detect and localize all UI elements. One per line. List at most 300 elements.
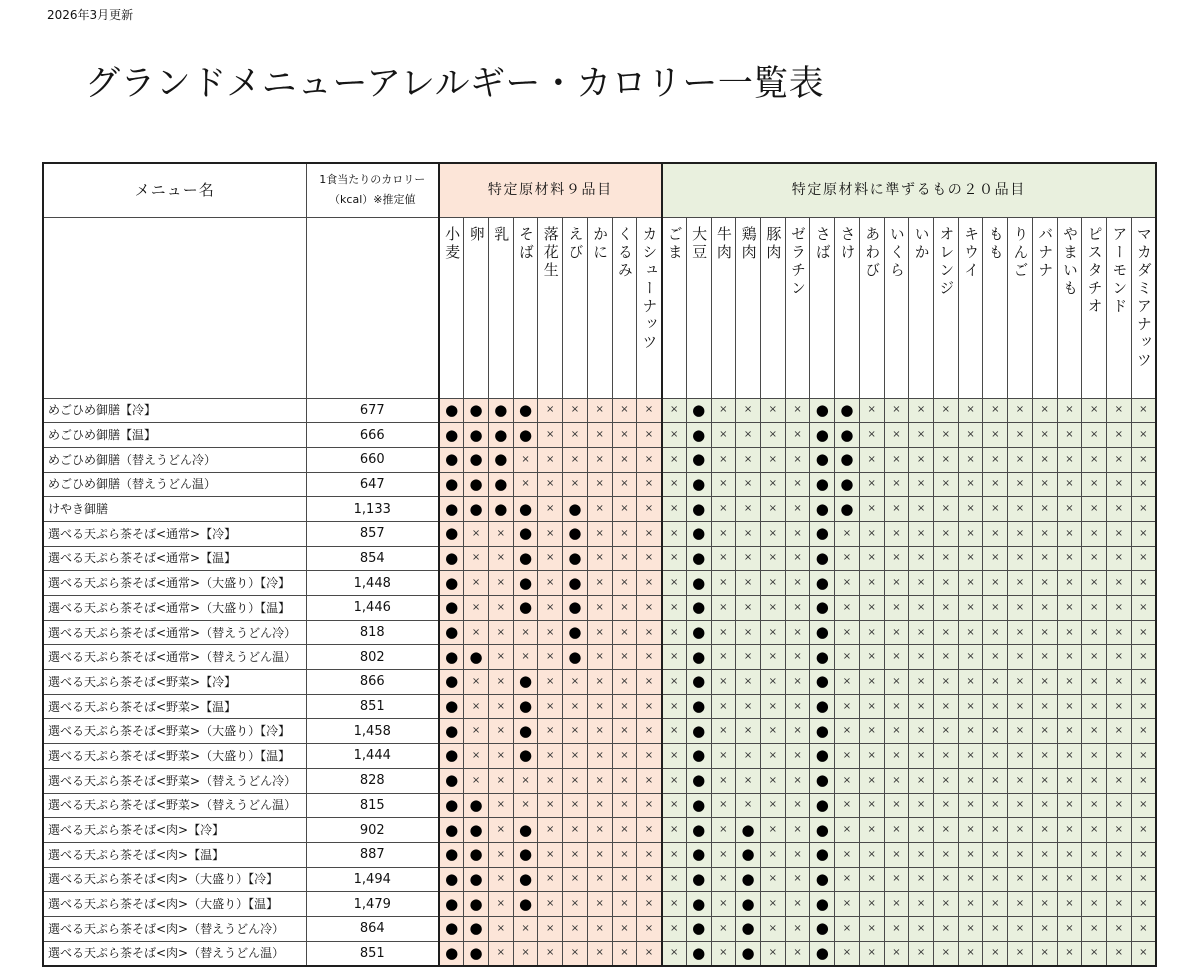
allergen-name-label: キウイ xyxy=(962,225,981,280)
no-allergen-mark: × xyxy=(711,546,736,571)
no-allergen-mark: × xyxy=(1131,620,1156,645)
no-allergen-mark: × xyxy=(1131,497,1156,522)
no-allergen-mark: × xyxy=(785,620,810,645)
contains-allergen-mark: ● xyxy=(810,719,835,744)
no-allergen-mark: × xyxy=(835,571,860,596)
contains-allergen-mark: ● xyxy=(686,719,711,744)
no-allergen-mark: × xyxy=(587,941,612,966)
no-allergen-mark: × xyxy=(587,447,612,472)
no-allergen-mark: × xyxy=(909,620,934,645)
table-row xyxy=(43,670,1156,695)
no-allergen-mark: × xyxy=(563,744,588,769)
no-allergen-mark: × xyxy=(760,941,785,966)
no-allergen-mark: × xyxy=(859,842,884,867)
no-allergen-mark: × xyxy=(958,694,983,719)
no-allergen-mark: × xyxy=(909,447,934,472)
allergen-column-header xyxy=(1131,217,1156,398)
no-allergen-mark: × xyxy=(983,867,1008,892)
no-allergen-mark: × xyxy=(1032,916,1057,941)
no-allergen-mark: × xyxy=(983,521,1008,546)
no-allergen-mark: × xyxy=(538,744,563,769)
no-allergen-mark: × xyxy=(1082,842,1107,867)
no-allergen-mark: × xyxy=(587,744,612,769)
no-allergen-mark: × xyxy=(1131,867,1156,892)
contains-allergen-mark: ● xyxy=(563,571,588,596)
no-allergen-mark: × xyxy=(637,818,662,843)
menu-name-cell: 選べる天ぷら茶そば<肉>（替えうどん冷） xyxy=(43,916,306,941)
no-allergen-mark: × xyxy=(983,447,1008,472)
no-allergen-mark: × xyxy=(612,941,637,966)
allergen-name-label: ピスタチオ xyxy=(1085,225,1104,316)
contains-allergen-mark: ● xyxy=(736,941,761,966)
no-allergen-mark: × xyxy=(538,793,563,818)
no-allergen-mark: × xyxy=(538,892,563,917)
no-allergen-mark: × xyxy=(958,497,983,522)
no-allergen-mark: × xyxy=(1082,645,1107,670)
no-allergen-mark: × xyxy=(612,916,637,941)
no-allergen-mark: × xyxy=(760,620,785,645)
no-allergen-mark: × xyxy=(563,398,588,423)
no-allergen-mark: × xyxy=(785,941,810,966)
no-allergen-mark: × xyxy=(1008,744,1033,769)
contains-allergen-mark: ● xyxy=(810,423,835,448)
no-allergen-mark: × xyxy=(983,571,1008,596)
no-allergen-mark: × xyxy=(1032,867,1057,892)
no-allergen-mark: × xyxy=(612,892,637,917)
allergen-name-label: あわび xyxy=(863,225,882,280)
no-allergen-mark: × xyxy=(1131,694,1156,719)
no-allergen-mark: × xyxy=(1008,546,1033,571)
no-allergen-mark: × xyxy=(513,941,538,966)
no-allergen-mark: × xyxy=(1107,744,1132,769)
contains-allergen-mark: ● xyxy=(513,719,538,744)
no-allergen-mark: × xyxy=(859,620,884,645)
no-allergen-mark: × xyxy=(1008,596,1033,621)
no-allergen-mark: × xyxy=(983,620,1008,645)
no-allergen-mark: × xyxy=(1107,497,1132,522)
no-allergen-mark: × xyxy=(637,620,662,645)
contains-allergen-mark: ● xyxy=(686,497,711,522)
menu-name-cell: 選べる天ぷら茶そば<肉>（替えうどん温） xyxy=(43,941,306,966)
contains-allergen-mark: ● xyxy=(464,472,489,497)
no-allergen-mark: × xyxy=(1082,941,1107,966)
contains-allergen-mark: ● xyxy=(810,497,835,522)
no-allergen-mark: × xyxy=(1008,941,1033,966)
no-allergen-mark: × xyxy=(884,398,909,423)
contains-allergen-mark: ● xyxy=(513,818,538,843)
no-allergen-mark: × xyxy=(538,571,563,596)
no-allergen-mark: × xyxy=(1107,768,1132,793)
no-allergen-mark: × xyxy=(760,521,785,546)
no-allergen-mark: × xyxy=(612,447,637,472)
no-allergen-mark: × xyxy=(760,645,785,670)
contains-allergen-mark: ● xyxy=(439,694,464,719)
no-allergen-mark: × xyxy=(1032,670,1057,695)
no-allergen-mark: × xyxy=(760,916,785,941)
no-allergen-mark: × xyxy=(958,892,983,917)
table-row xyxy=(43,447,1156,472)
no-allergen-mark: × xyxy=(587,398,612,423)
no-allergen-mark: × xyxy=(909,596,934,621)
contains-allergen-mark: ● xyxy=(439,842,464,867)
table-row xyxy=(43,719,1156,744)
allergen-name-label: くるみ xyxy=(615,225,634,280)
no-allergen-mark: × xyxy=(909,497,934,522)
quasi-allergens-group-header: 特定原材料に準ずるもの２０品目 xyxy=(662,163,1156,217)
contains-allergen-mark: ● xyxy=(810,447,835,472)
no-allergen-mark: × xyxy=(983,768,1008,793)
contains-allergen-mark: ● xyxy=(439,423,464,448)
contains-allergen-mark: ● xyxy=(439,546,464,571)
contains-allergen-mark: ● xyxy=(686,867,711,892)
no-allergen-mark: × xyxy=(587,793,612,818)
no-allergen-mark: × xyxy=(1032,842,1057,867)
table-row xyxy=(43,892,1156,917)
allergen-column-header xyxy=(711,217,736,398)
no-allergen-mark: × xyxy=(1057,818,1082,843)
no-allergen-mark: × xyxy=(1107,447,1132,472)
no-allergen-mark: × xyxy=(909,793,934,818)
no-allergen-mark: × xyxy=(785,497,810,522)
no-allergen-mark: × xyxy=(958,645,983,670)
table-row xyxy=(43,842,1156,867)
no-allergen-mark: × xyxy=(538,645,563,670)
no-allergen-mark: × xyxy=(1057,916,1082,941)
no-allergen-mark: × xyxy=(835,645,860,670)
no-allergen-mark: × xyxy=(1107,472,1132,497)
allergen-name-label: バナナ xyxy=(1036,225,1055,280)
no-allergen-mark: × xyxy=(488,793,513,818)
calorie-cell: 802 xyxy=(306,645,439,670)
no-allergen-mark: × xyxy=(1107,916,1132,941)
no-allergen-mark: × xyxy=(711,472,736,497)
no-allergen-mark: × xyxy=(587,645,612,670)
no-allergen-mark: × xyxy=(760,768,785,793)
no-allergen-mark: × xyxy=(958,719,983,744)
no-allergen-mark: × xyxy=(612,818,637,843)
no-allergen-mark: × xyxy=(637,916,662,941)
no-allergen-mark: × xyxy=(488,521,513,546)
contains-allergen-mark: ● xyxy=(810,916,835,941)
no-allergen-mark: × xyxy=(983,694,1008,719)
no-allergen-mark: × xyxy=(464,719,489,744)
no-allergen-mark: × xyxy=(1131,571,1156,596)
no-allergen-mark: × xyxy=(933,842,958,867)
no-allergen-mark: × xyxy=(859,571,884,596)
allergen-name-label: カシューナッツ xyxy=(640,225,659,352)
no-allergen-mark: × xyxy=(513,645,538,670)
contains-allergen-mark: ● xyxy=(513,596,538,621)
no-allergen-mark: × xyxy=(909,398,934,423)
no-allergen-mark: × xyxy=(835,916,860,941)
no-allergen-mark: × xyxy=(711,694,736,719)
no-allergen-mark: × xyxy=(1082,398,1107,423)
contains-allergen-mark: ● xyxy=(810,571,835,596)
no-allergen-mark: × xyxy=(835,892,860,917)
contains-allergen-mark: ● xyxy=(439,892,464,917)
calorie-header-line1: 1食当たりのカロリー xyxy=(319,173,426,187)
contains-allergen-mark: ● xyxy=(686,670,711,695)
contains-allergen-mark: ● xyxy=(439,398,464,423)
no-allergen-mark: × xyxy=(760,842,785,867)
no-allergen-mark: × xyxy=(835,521,860,546)
no-allergen-mark: × xyxy=(884,867,909,892)
no-allergen-mark: × xyxy=(884,719,909,744)
no-allergen-mark: × xyxy=(884,941,909,966)
contains-allergen-mark: ● xyxy=(835,398,860,423)
no-allergen-mark: × xyxy=(983,818,1008,843)
table-row xyxy=(43,941,1156,966)
no-allergen-mark: × xyxy=(612,645,637,670)
no-allergen-mark: × xyxy=(1008,793,1033,818)
no-allergen-mark: × xyxy=(1008,645,1033,670)
allergen-name-label: 落花生 xyxy=(541,225,560,280)
no-allergen-mark: × xyxy=(1131,447,1156,472)
no-allergen-mark: × xyxy=(958,571,983,596)
no-allergen-mark: × xyxy=(1082,596,1107,621)
no-allergen-mark: × xyxy=(736,670,761,695)
no-allergen-mark: × xyxy=(464,620,489,645)
no-allergen-mark: × xyxy=(1057,892,1082,917)
no-allergen-mark: × xyxy=(513,447,538,472)
allergen-name-label: 鶏肉 xyxy=(739,225,758,262)
no-allergen-mark: × xyxy=(909,546,934,571)
no-allergen-mark: × xyxy=(909,916,934,941)
no-allergen-mark: × xyxy=(933,670,958,695)
no-allergen-mark: × xyxy=(1008,719,1033,744)
no-allergen-mark: × xyxy=(1107,842,1132,867)
contains-allergen-mark: ● xyxy=(686,916,711,941)
no-allergen-mark: × xyxy=(785,719,810,744)
no-allergen-mark: × xyxy=(1107,521,1132,546)
contains-allergen-mark: ● xyxy=(810,472,835,497)
contains-allergen-mark: ● xyxy=(464,916,489,941)
allergen-column-header xyxy=(810,217,835,398)
calorie-cell: 1,446 xyxy=(306,596,439,621)
no-allergen-mark: × xyxy=(1008,916,1033,941)
allergen-column-header xyxy=(983,217,1008,398)
no-allergen-mark: × xyxy=(736,793,761,818)
no-allergen-mark: × xyxy=(958,472,983,497)
no-allergen-mark: × xyxy=(1082,694,1107,719)
allergen-column-header xyxy=(859,217,884,398)
no-allergen-mark: × xyxy=(1082,867,1107,892)
no-allergen-mark: × xyxy=(1082,916,1107,941)
menu-name-cell: 選べる天ぷら茶そば<肉>【冷】 xyxy=(43,818,306,843)
no-allergen-mark: × xyxy=(835,744,860,769)
no-allergen-mark: × xyxy=(563,719,588,744)
no-allergen-mark: × xyxy=(785,916,810,941)
table-row xyxy=(43,768,1156,793)
no-allergen-mark: × xyxy=(488,867,513,892)
allergen-column-header xyxy=(1107,217,1132,398)
contains-allergen-mark: ● xyxy=(439,719,464,744)
calorie-cell: 815 xyxy=(306,793,439,818)
no-allergen-mark: × xyxy=(859,744,884,769)
menu-name-cell: 選べる天ぷら茶そば<通常>（大盛り）【温】 xyxy=(43,596,306,621)
no-allergen-mark: × xyxy=(785,694,810,719)
no-allergen-mark: × xyxy=(1008,497,1033,522)
contains-allergen-mark: ● xyxy=(439,867,464,892)
menu-name-cell: 選べる天ぷら茶そば<野菜>【冷】 xyxy=(43,670,306,695)
specific-allergens-group-header: 特定原材料９品目 xyxy=(439,163,662,217)
no-allergen-mark: × xyxy=(637,793,662,818)
no-allergen-mark: × xyxy=(983,472,1008,497)
contains-allergen-mark: ● xyxy=(513,892,538,917)
no-allergen-mark: × xyxy=(464,694,489,719)
no-allergen-mark: × xyxy=(1131,472,1156,497)
calorie-cell: 666 xyxy=(306,423,439,448)
no-allergen-mark: × xyxy=(785,867,810,892)
no-allergen-mark: × xyxy=(488,670,513,695)
no-allergen-mark: × xyxy=(587,546,612,571)
no-allergen-mark: × xyxy=(662,842,687,867)
no-allergen-mark: × xyxy=(711,497,736,522)
no-allergen-mark: × xyxy=(637,768,662,793)
no-allergen-mark: × xyxy=(1107,941,1132,966)
no-allergen-mark: × xyxy=(464,744,489,769)
no-allergen-mark: × xyxy=(1032,521,1057,546)
no-allergen-mark: × xyxy=(563,818,588,843)
no-allergen-mark: × xyxy=(835,818,860,843)
contains-allergen-mark: ● xyxy=(464,423,489,448)
calorie-cell: 828 xyxy=(306,768,439,793)
no-allergen-mark: × xyxy=(909,941,934,966)
no-allergen-mark: × xyxy=(1082,447,1107,472)
no-allergen-mark: × xyxy=(1107,818,1132,843)
allergen-column-header xyxy=(538,217,563,398)
table-row xyxy=(43,423,1156,448)
no-allergen-mark: × xyxy=(859,398,884,423)
no-allergen-mark: × xyxy=(958,842,983,867)
no-allergen-mark: × xyxy=(835,719,860,744)
no-allergen-mark: × xyxy=(958,620,983,645)
no-allergen-mark: × xyxy=(612,571,637,596)
no-allergen-mark: × xyxy=(637,744,662,769)
no-allergen-mark: × xyxy=(760,596,785,621)
no-allergen-mark: × xyxy=(1057,719,1082,744)
allergen-name-label: アーモンド xyxy=(1110,225,1129,316)
no-allergen-mark: × xyxy=(1131,842,1156,867)
calorie-cell: 851 xyxy=(306,941,439,966)
no-allergen-mark: × xyxy=(563,892,588,917)
no-allergen-mark: × xyxy=(637,842,662,867)
no-allergen-mark: × xyxy=(662,447,687,472)
no-allergen-mark: × xyxy=(662,497,687,522)
no-allergen-mark: × xyxy=(637,571,662,596)
no-allergen-mark: × xyxy=(884,744,909,769)
no-allergen-mark: × xyxy=(785,423,810,448)
no-allergen-mark: × xyxy=(1008,571,1033,596)
no-allergen-mark: × xyxy=(785,892,810,917)
no-allergen-mark: × xyxy=(859,719,884,744)
no-allergen-mark: × xyxy=(736,521,761,546)
no-allergen-mark: × xyxy=(538,398,563,423)
no-allergen-mark: × xyxy=(884,916,909,941)
no-allergen-mark: × xyxy=(958,423,983,448)
no-allergen-mark: × xyxy=(983,645,1008,670)
no-allergen-mark: × xyxy=(1057,497,1082,522)
no-allergen-mark: × xyxy=(612,670,637,695)
contains-allergen-mark: ● xyxy=(810,793,835,818)
contains-allergen-mark: ● xyxy=(686,571,711,596)
contains-allergen-mark: ● xyxy=(686,941,711,966)
no-allergen-mark: × xyxy=(1008,768,1033,793)
no-allergen-mark: × xyxy=(760,497,785,522)
no-allergen-mark: × xyxy=(835,694,860,719)
calorie-cell: 864 xyxy=(306,916,439,941)
no-allergen-mark: × xyxy=(637,892,662,917)
no-allergen-mark: × xyxy=(488,768,513,793)
menu-name-cell: けやき御膳 xyxy=(43,497,306,522)
calorie-cell: 866 xyxy=(306,670,439,695)
no-allergen-mark: × xyxy=(760,447,785,472)
allergen-column-header xyxy=(736,217,761,398)
allergen-calorie-table xyxy=(42,162,1157,967)
contains-allergen-mark: ● xyxy=(513,423,538,448)
allergen-column-header xyxy=(785,217,810,398)
table-row xyxy=(43,916,1156,941)
no-allergen-mark: × xyxy=(711,398,736,423)
no-allergen-mark: × xyxy=(1082,768,1107,793)
no-allergen-mark: × xyxy=(637,398,662,423)
no-allergen-mark: × xyxy=(637,694,662,719)
allergen-column-header xyxy=(464,217,489,398)
calorie-cell: 1,479 xyxy=(306,892,439,917)
no-allergen-mark: × xyxy=(760,571,785,596)
no-allergen-mark: × xyxy=(884,670,909,695)
no-allergen-mark: × xyxy=(1131,719,1156,744)
no-allergen-mark: × xyxy=(563,916,588,941)
no-allergen-mark: × xyxy=(1032,596,1057,621)
no-allergen-mark: × xyxy=(538,423,563,448)
no-allergen-mark: × xyxy=(1032,398,1057,423)
calorie-cell: 1,494 xyxy=(306,867,439,892)
no-allergen-mark: × xyxy=(983,892,1008,917)
no-allergen-mark: × xyxy=(859,423,884,448)
no-allergen-mark: × xyxy=(563,472,588,497)
no-allergen-mark: × xyxy=(1057,842,1082,867)
no-allergen-mark: × xyxy=(1008,867,1033,892)
no-allergen-mark: × xyxy=(563,768,588,793)
no-allergen-mark: × xyxy=(662,620,687,645)
no-allergen-mark: × xyxy=(538,719,563,744)
contains-allergen-mark: ● xyxy=(439,645,464,670)
calorie-cell: 887 xyxy=(306,842,439,867)
no-allergen-mark: × xyxy=(958,521,983,546)
no-allergen-mark: × xyxy=(933,941,958,966)
contains-allergen-mark: ● xyxy=(439,571,464,596)
no-allergen-mark: × xyxy=(563,842,588,867)
no-allergen-mark: × xyxy=(662,472,687,497)
no-allergen-mark: × xyxy=(1032,497,1057,522)
no-allergen-mark: × xyxy=(1131,670,1156,695)
menu-name-cell: 選べる天ぷら茶そば<野菜>【温】 xyxy=(43,694,306,719)
no-allergen-mark: × xyxy=(1131,892,1156,917)
no-allergen-mark: × xyxy=(736,596,761,621)
contains-allergen-mark: ● xyxy=(439,670,464,695)
no-allergen-mark: × xyxy=(488,546,513,571)
no-allergen-mark: × xyxy=(563,867,588,892)
contains-allergen-mark: ● xyxy=(686,842,711,867)
calorie-cell: 647 xyxy=(306,472,439,497)
menu-name-cell: 選べる天ぷら茶そば<通常>【冷】 xyxy=(43,521,306,546)
no-allergen-mark: × xyxy=(1131,423,1156,448)
no-allergen-mark: × xyxy=(958,398,983,423)
no-allergen-mark: × xyxy=(488,916,513,941)
contains-allergen-mark: ● xyxy=(439,941,464,966)
menu-name-cell: 選べる天ぷら茶そば<野菜>（替えうどん冷） xyxy=(43,768,306,793)
